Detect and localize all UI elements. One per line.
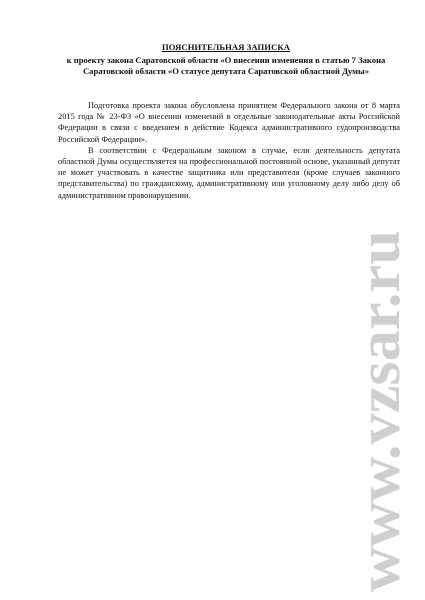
document-subtitle: к проекту закона Саратовской области «О внесении изменения в статью 7 Закона Саратовской области «О статусе депутата Саратовской областной Думы»	[66, 55, 386, 76]
document-title: ПОЯСНИТЕЛЬНАЯ ЗАПИСКА	[161, 42, 291, 52]
watermark-graphic	[337, 226, 425, 592]
watermark	[337, 226, 425, 592]
paragraph: В соответствии с Федеральным законом в случае, если деятельность депутата областной Думы осуществляется на профессиональной постоянной основе, указанный депутат не может участвовать в качестве защитника или представителя (кроме случаев законного представительства) по гражданскому, административному или уголовному делу либо делу об административном правонарушении.	[58, 145, 400, 200]
paragraph: Подготовка проекта закона обусловлена принятием Федерального закона от 8 марта 2015 года № 23-ФЗ «О внесении изменений в отдельные законодательные акты Российской Федерации в связи с введением в действие Кодекса административного судопроизводства Российской Федерации».	[58, 101, 400, 144]
document-heading	[52, 42, 400, 77]
document-body	[58, 100, 400, 201]
watermark-text: www.vzsar.ru	[346, 244, 412, 592]
